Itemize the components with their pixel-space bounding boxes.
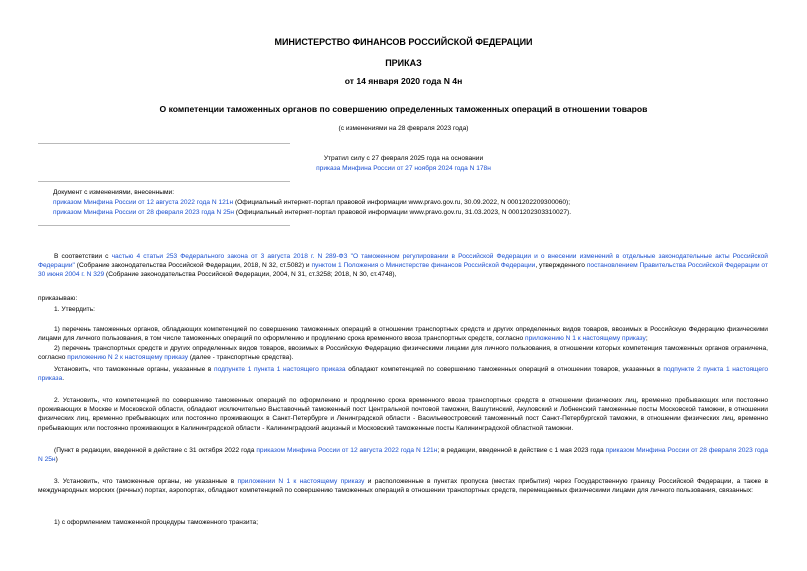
paragraph-2: 2. Установить, что компетенцией по совершению таможенных операций по оформлению и продлению срока временного ввоза транспортных средств в отношении физических лиц, временно пребывающих или постоянно проживающих в Москве и Московской области, обладают исключительно Выставочный таможенный пост Центральной почтовой таможни, Вашутинский, Акуловский и Лобненский таможенные посты Московской таможни, в отношении физических лиц, временно пребывающих или постоянно проживающих в Санкт-Петербурге и Ленинградской области - Васильевостровский таможенный пост Санкт-Петербургской таможни, в отношении физических лиц, временно пребывающих или постоянно проживающих в Калининградской области - Калининградский акцизный и Московский таможенные посты Калининградской областной таможни.: [38, 397, 768, 432]
expiry-note: Утратил силу с 27 февраля 2025 года на основании: [323, 155, 484, 162]
text: (Собрание законодательства Российской Федерации, 2004, N 31, ст.3258; 2018, N 30, ст.4748),: [104, 271, 397, 279]
text: (Пункт в редакции, введенной в действие с 31 октября 2022 года: [54, 447, 257, 454]
competence-paragraph: [38, 365, 768, 383]
change-source: (Официальный интернет-портал правовой информации www.pravo.gov.ru, 31.03.2023, N 0001202303310027).: [234, 209, 572, 216]
appendix-2-link[interactable]: приложению N 2 к настоящему приказу: [67, 354, 189, 362]
change-order-link[interactable]: приказом Минфина России от 12 августа 2022 года N 121н: [53, 199, 234, 206]
government-decree-link[interactable]: постановлением Правительства Российской Федерации от 30 июня 2004 г. N 329: [38, 262, 768, 279]
text: (Собрание законодательства Российской Федерации, 2018, N 32, ст.5082) и: [74, 262, 312, 270]
text: Установить, что таможенные органы, указанные в: [54, 366, 215, 373]
preamble-paragraph: [38, 252, 768, 280]
text: В соответствии с: [54, 253, 112, 260]
document-title: О компетенции таможенных органов по совершению определенных таможенных операций в отношении товаров: [159, 104, 648, 114]
orders-line: приказываю:: [38, 295, 78, 302]
text: ; в редакции, введенной в действие с 1 мая 2023 года: [437, 447, 606, 454]
appendix-1-link[interactable]: приложении N 1 к настоящему приказу: [237, 478, 365, 485]
amendment-order-link[interactable]: приказом Минфина России от 12 августа 2022 года N 121н: [256, 447, 438, 454]
text: .: [62, 375, 65, 383]
text: ;: [645, 335, 648, 343]
expiry-order-link[interactable]: приказа Минфина России от 27 ноября 2024 года N 178н: [316, 165, 491, 172]
text: 1) перечень таможенных органов, обладающих компетенцией по совершению таможенных операций в отношении транспортных средств и других определенных видов товаров, ввозимых в Российскую Федерацию физическими лицами для личного пользования, в том числе таможенных операций по оформлению и продлению срока временного ввоза транспортных средств, согласно: [38, 326, 768, 343]
text: обладают компетенцией по совершению таможенных операций в отношении товаров, указанных в: [345, 366, 664, 373]
edition-note: (с изменениями на 28 февраля 2023 года): [338, 125, 469, 132]
divider: [38, 181, 290, 182]
paragraph-3-item-1: 1) с оформлением таможенной процедуры таможенного транзита;: [54, 519, 259, 526]
list-item-1: [38, 325, 768, 343]
appendix-1-link[interactable]: приложению N 1 к настоящему приказу: [525, 335, 646, 343]
divider: [38, 143, 290, 144]
ministry-heading: МИНИСТЕРСТВО ФИНАНСОВ РОССИЙСКОЙ ФЕДЕРАЦИИ: [274, 37, 533, 47]
regulation-link[interactable]: пунктом 1 Положения о Министерстве финансов Российской Федерации: [311, 262, 536, 270]
text: , утвержденного: [535, 262, 587, 270]
amendment-order-link[interactable]: приказом Минфина России от 28 февраля 2023 года N 25н: [38, 447, 768, 464]
doc-type-heading: ПРИКАЗ: [385, 58, 422, 68]
text: ): [55, 456, 58, 464]
subpoint-1-link[interactable]: подпункте 1 пункта 1 настоящего приказа: [214, 366, 346, 373]
amendment-note: [38, 446, 768, 464]
approve-line: 1. Утвердить:: [54, 306, 95, 313]
paragraph-3: [38, 477, 768, 495]
change-source: (Официальный интернет-портал правовой информации www.pravo.gov.ru, 30.09.2022, N 0001202209300060);: [233, 199, 571, 206]
changes-intro: Документ с изменениями, внесенными:: [53, 189, 175, 196]
divider: [38, 225, 290, 226]
change-item: [53, 198, 793, 207]
text: и расположенные в пунктах пропуска (местах прибытия) через Государственную границу Российской Федерации, а также в международных морских (речных) портах, аэропортах, обладают компетенцией по совершению таможенных операций в отношении транспортных средств, перемещаемых физическими лицами для личного пользования, связанных:: [38, 478, 768, 495]
text: 2) перечень транспортных средств и других определенных видов товаров, ввозимых в Российскую Федерацию физическими лицами для личного пользования, в отношении которых компетенция таможенных органов ограничена, согласно: [38, 345, 768, 362]
change-order-link[interactable]: приказом Минфина России от 28 февраля 2023 года N 25н: [53, 209, 235, 216]
subpoint-2-link[interactable]: подпункте 2 пункта 1 настоящего приказа: [38, 366, 768, 383]
expiry-link-line: [0, 164, 807, 173]
change-item: [53, 208, 793, 217]
text: 3. Установить, что таможенные органы, не указанные в: [54, 478, 238, 485]
federal-law-link[interactable]: частью 4 статьи 253 Федерального закона от 3 августа 2018 г. N 289-ФЗ "О таможенном регулировании в Российской Федерации и о внесении изменений в отдельные законодательные акты Российской Федерации": [38, 253, 768, 270]
date-number-heading: от 14 января 2020 года N 4н: [344, 76, 463, 86]
text: (далее - транспортные средства).: [188, 354, 294, 362]
list-item-2: [38, 344, 768, 362]
